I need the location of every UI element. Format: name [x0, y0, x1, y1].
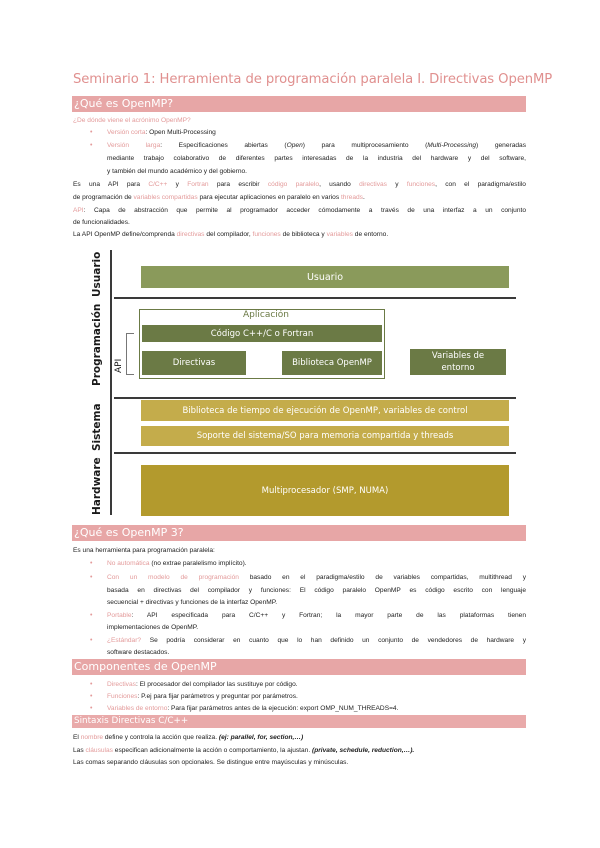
bullet-modelo-line3: secuencial + directivas y funciones de la interfaz OpenMP. — [107, 599, 278, 606]
bullet-label: Funciones — [107, 693, 138, 700]
bullet-text: : El procesador del compilador las sustituye por código. — [135, 681, 298, 688]
bullet-estandar-line2: software destacados. — [107, 649, 170, 656]
text: El — [73, 734, 81, 741]
text: : Capa de abstracción que permite al programador acceder cómodamente a través de una interfaz a un conjunto — [83, 207, 526, 214]
diagram-axis — [110, 250, 112, 515]
sintaxis-line3: Las comas separando cláusulas son opcionales. Se distingue entre mayúsculas y minúsculas. — [73, 759, 349, 766]
text: , usando — [319, 181, 360, 188]
paragraph-api-line2 — [73, 193, 526, 202]
text: para escribir — [208, 181, 268, 188]
layer-label-usuario: Usuario — [91, 251, 103, 297]
text: La API OpenMP define/comprenda — [73, 231, 177, 238]
text: y — [386, 181, 407, 188]
codigo-box: Código C++/C o Fortran — [141, 324, 383, 343]
bullet-text: (no extrae paralelismo implícito). — [149, 560, 247, 567]
highlight: directivas — [359, 181, 387, 188]
bullet-text-em: Open — [286, 142, 303, 149]
highlight: funciones — [406, 181, 436, 188]
example-text: (private, schedule, reduction,…). — [312, 747, 415, 754]
bullet-no-automatica — [107, 559, 526, 568]
highlight: funciones — [252, 231, 281, 238]
bullet-estandar — [107, 636, 526, 645]
api-bracket — [126, 333, 134, 375]
highlight: directivas — [176, 231, 205, 238]
variables-entorno-box: Variables de entorno — [409, 348, 507, 376]
bullet-variables-entorno — [107, 704, 526, 713]
text: Es una API para — [73, 181, 149, 188]
bullet-portable — [107, 611, 526, 620]
bullet-version-larga — [107, 141, 526, 150]
bullet-modelo-programacion — [107, 573, 526, 582]
bullet-label: ¿Estándar? — [107, 637, 142, 644]
openmp-architecture-diagram — [91, 245, 516, 520]
layer-label-programacion: Programación — [91, 303, 103, 386]
bullet-text: Se podría considerar en cuanto que lo han definido un conjunto de vendedores de hardware y — [141, 637, 526, 644]
highlight: cláusulas — [85, 747, 113, 754]
highlight: nombre — [80, 734, 104, 741]
bullet-portable-line2: implementaciones de OpenMP. — [107, 624, 199, 631]
openmp-defines-line — [73, 230, 526, 239]
api-definition-line2: de funcionalidades. — [73, 219, 130, 226]
section-heading-sintaxis: Sintaxis Directivas C/C++ — [72, 715, 526, 728]
bullet-label: No automática — [107, 560, 150, 567]
runtime-library-box: Biblioteca de tiempo de ejecución de OpenMP, variables de control — [141, 400, 509, 421]
bullet-version-larga-line2: mediante trabajo colaborativo de diferentes partes interesadas de la industria del hardware y del software, — [107, 155, 526, 162]
bullet-text: : Para fijar parámetros antes de la ejecución: export OMP_NUM_THREADS=4. — [167, 705, 399, 712]
section-heading-que-es-openmp: ¿Qué es OpenMP? — [72, 96, 526, 112]
directivas-box: Directivas — [141, 350, 247, 376]
sintaxis-line2 — [73, 746, 526, 755]
page-title: Seminario 1: Herramienta de programación paralela I. Directivas OpenMP — [73, 72, 553, 87]
text: Las — [73, 747, 86, 754]
layer-label-hardware: Hardware — [91, 457, 103, 515]
layer-label-sistema: Sistema — [91, 403, 103, 451]
text: del compilador, — [204, 231, 253, 238]
section-heading-componentes: Componentes de OpenMP — [72, 659, 526, 675]
aplicacion-label: Aplicación — [243, 310, 289, 320]
text: para ejecutar aplicaciones en paralelo en varios — [197, 194, 341, 201]
bullet-label: Portable — [107, 612, 132, 619]
layer-divider — [114, 397, 516, 399]
bullet-text-em: Multi-Processing — [427, 142, 477, 149]
api-label: API — [114, 358, 124, 373]
layer-divider — [114, 452, 516, 454]
sintaxis-line1 — [73, 733, 526, 742]
bullet-directivas — [107, 680, 526, 689]
text: . — [362, 194, 365, 201]
multiprocesador-box: Multiprocesador (SMP, NUMA) — [141, 465, 509, 516]
api-definition-line1 — [73, 206, 526, 215]
highlight: código paralelo — [267, 181, 320, 188]
bullet-text: basado en el paradigma/estilo de variables compartidas, multithread y — [238, 574, 526, 581]
soporte-so-box: Soporte del sistema/SO para memoria compartida y threads — [141, 426, 509, 446]
bullet-funciones — [107, 692, 526, 701]
text: , con el paradigma/estilo — [435, 181, 526, 188]
highlight: variables — [326, 231, 353, 238]
highlight: Fortran — [187, 181, 209, 188]
api-term: API — [73, 207, 84, 214]
paragraph-api-line1 — [73, 180, 526, 189]
text: especifican adicionalmente la acción o comportamiento, la ajustan. — [112, 747, 312, 754]
usuario-box: Usuario — [141, 266, 509, 288]
bullet-label: Versión larga — [107, 142, 161, 149]
bullet-text: : P.ej para fijar parámetros y preguntar por parámetros. — [137, 693, 298, 700]
layer-divider — [114, 297, 516, 299]
highlight: C/C++ — [148, 181, 168, 188]
bullet-label: Versión corta — [107, 129, 146, 136]
text: y — [167, 181, 188, 188]
question-acronym-text: ¿De dónde viene el acrónimo OpenMP? — [73, 117, 191, 124]
highlight: threads — [340, 194, 363, 201]
bullet-text: : Especificaciones abiertas ( — [160, 142, 287, 149]
bullet-version-corta — [107, 128, 526, 137]
bullet-label: Directivas — [107, 681, 136, 688]
text: define y controla la acción que realiza. — [103, 734, 219, 741]
text: de programación de — [73, 194, 134, 201]
bullet-version-larga-line3: y también del mundo académico y del gobierno. — [107, 168, 248, 175]
bullet-modelo-line2: basada en directivas del compilador y funciones: El código paralelo OpenMP es código escrito con lenguaje — [107, 587, 526, 594]
text: de entorno. — [352, 231, 389, 238]
bullet-text: : API especificada para C/C++ y Fortran; la mayor parte de las plataformas tienen — [131, 612, 526, 619]
example-text: (ej: parallel, for, section,…) — [218, 734, 304, 741]
section2-intro: Es una herramienta para programación paralela: — [73, 547, 215, 554]
highlight: variables compartidas — [133, 194, 198, 201]
bullet-label: Variables de entorno — [107, 705, 168, 712]
section-heading-openmp3: ¿Qué es OpenMP 3? — [72, 525, 526, 541]
bullet-text: ) para multiprocesamiento ( — [302, 142, 428, 149]
biblioteca-openmp-box: Biblioteca OpenMP — [281, 350, 383, 376]
text: de biblioteca y — [280, 231, 327, 238]
bullet-text: : Open Multi-Processing — [145, 129, 216, 136]
bullet-label: Con un modelo de programación — [107, 574, 239, 581]
bullet-text: ) generadas — [476, 142, 526, 149]
question-acronym — [73, 116, 526, 125]
